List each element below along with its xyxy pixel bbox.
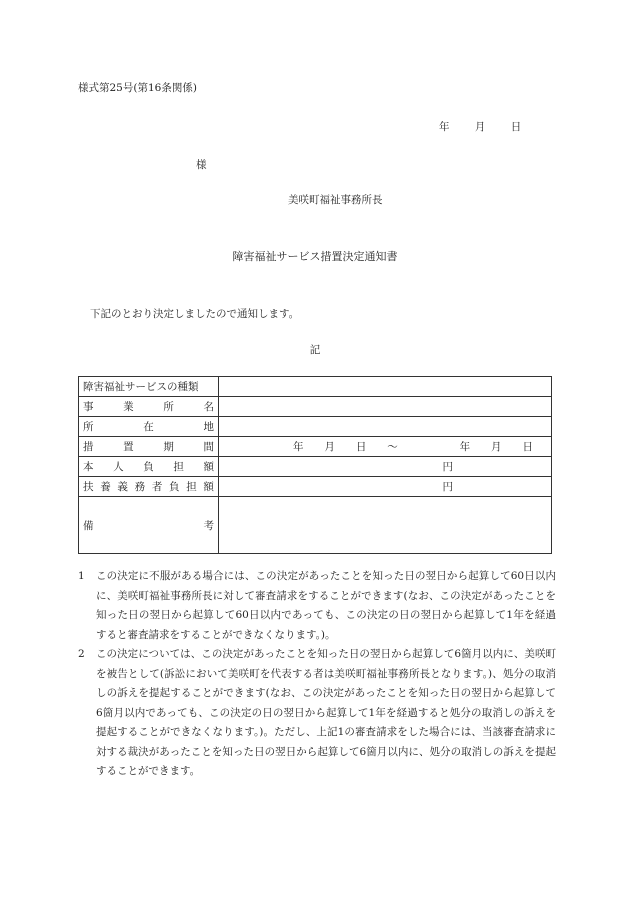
remarks-value — [219, 497, 552, 554]
table-row — [79, 497, 552, 554]
table-row — [79, 457, 552, 477]
ki-heading: 記 — [309, 344, 321, 356]
note-number: 2 — [78, 648, 85, 660]
business-name-label: 事 業 所 名 — [79, 397, 219, 417]
note-text: この決定に不服がある場合には、この決定があったことを知った日の翌日から起算して60日以内に、美咲町福祉事務所長に対して審査請求をすることができます(なお、この決定があったことを知った日の翌日から起算して60日以内であっても、この決定の日の翌日から起算して1年を経過すると審査請求をすることができなくなります。)。 — [96, 570, 556, 641]
table-row — [79, 437, 552, 457]
note-number: 1 — [78, 570, 85, 582]
own-burden-value: 円 — [219, 457, 552, 477]
intro-text: 下記のとおり決定しましたので通知します。 — [90, 308, 300, 320]
period-value: 年 月 日 ～ 年 月 日 — [219, 437, 552, 457]
remarks-label: 備 考 — [79, 497, 219, 554]
table-row — [79, 477, 552, 497]
date-day-label: 日 — [510, 121, 522, 133]
table-row — [79, 377, 552, 397]
document-title: 障害福祉サービス措置決定通知書 — [232, 250, 398, 263]
location-value — [219, 417, 552, 437]
addressee-suffix: 様 — [196, 159, 207, 171]
table-row — [79, 397, 552, 417]
period-label: 措 置 期 間 — [79, 437, 219, 457]
note-item — [78, 645, 556, 782]
service-type-label: 障害福祉サービスの種類 — [79, 377, 219, 397]
location-label: 所 在 地 — [79, 417, 219, 437]
date-month-label: 月 — [474, 121, 486, 133]
issue-date — [439, 119, 521, 134]
service-type-value — [219, 377, 552, 397]
note-text: この決定については、この決定があったことを知った日の翌日から起算して6箇月以内に、美咲町を被告として(訴訟において美咲町を代表する者は美咲町福祉事務所長となります。)、処分の取消しの訴えを提起することができます(なお、この決定があったことを知った日の翌日から起算して6箇月以内であっても、この決定の日の翌日から起算して1年を経過すると処分の取消しの訴えを提起することができなくなります。)。ただし、上記1の審査請求をした場合には、当該審査請求に対する裁決があったことを知った日の翌日から起算して6箇月以内に、処分の取消しの訴えを提起することができます。 — [96, 648, 556, 777]
table-row — [79, 417, 552, 437]
notes — [78, 567, 556, 782]
business-name-value — [219, 397, 552, 417]
note-item — [78, 567, 556, 645]
form-number: 様式第25号(第16条関係) — [78, 82, 197, 94]
sender-name: 美咲町福祉事務所長 — [288, 194, 383, 206]
guardian-burden-label: 扶 養 義 務 者 負 担 額 — [79, 477, 219, 497]
own-burden-label: 本 人 負 担 額 — [79, 457, 219, 477]
guardian-burden-value: 円 — [219, 477, 552, 497]
decision-table — [78, 376, 552, 554]
date-year-label: 年 — [439, 121, 450, 133]
